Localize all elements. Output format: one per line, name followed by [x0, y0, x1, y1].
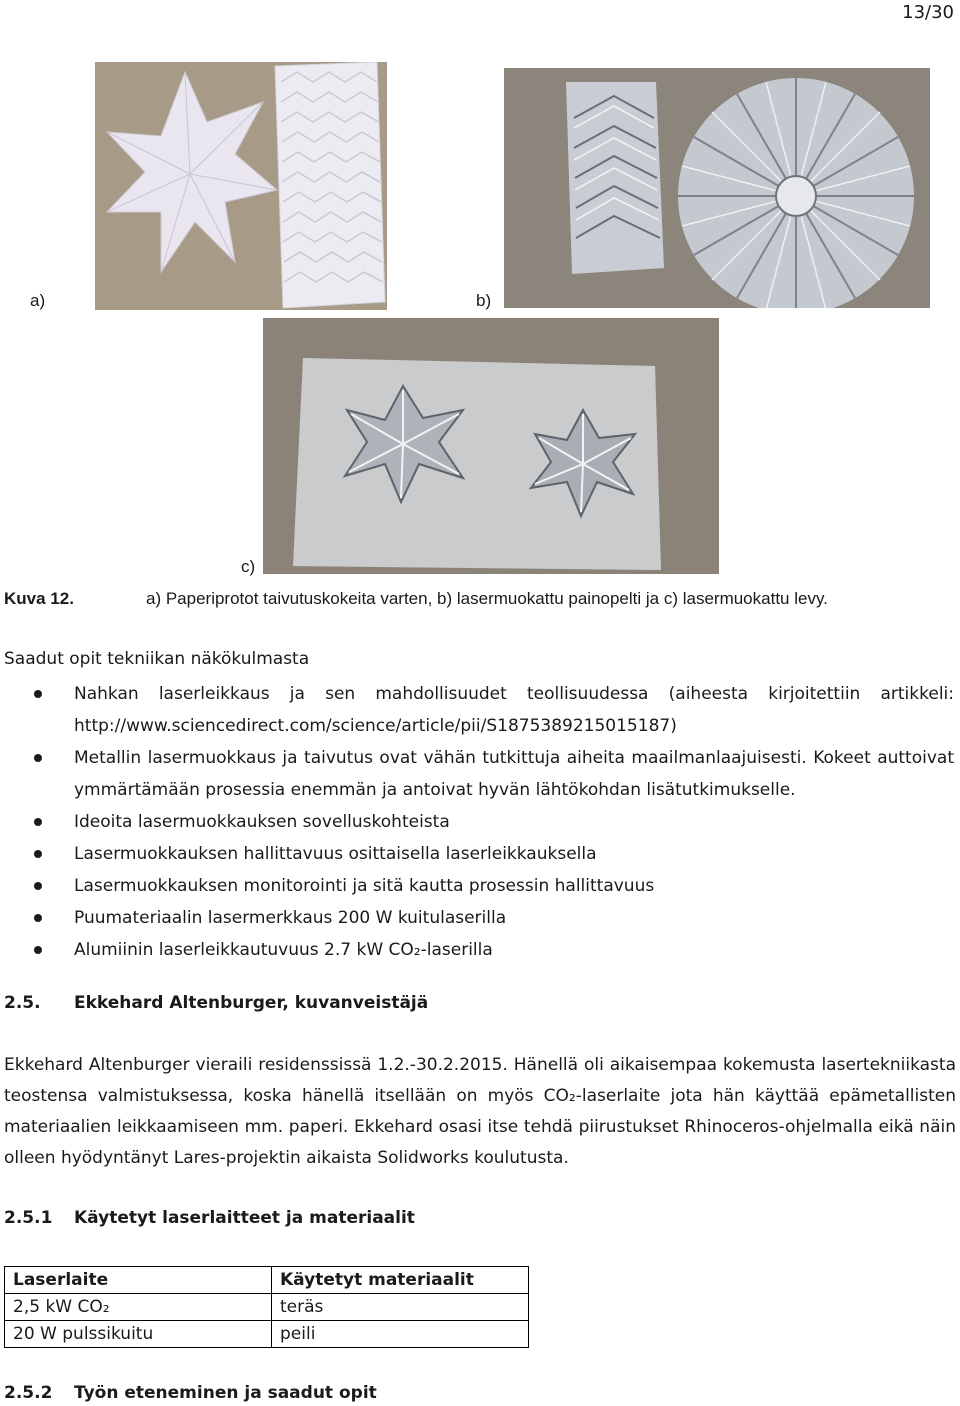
list-item: [0, 742, 960, 806]
figure-caption-number: Kuva 12.: [4, 589, 74, 608]
table-cell: peili: [272, 1321, 529, 1348]
table-cell: 20 W pulssikuitu: [5, 1321, 272, 1348]
list-item: [0, 934, 960, 966]
list-item: [0, 838, 960, 870]
section-2-5-2-number: 2.5.2: [4, 1383, 53, 1403]
table-header-row: [5, 1267, 529, 1294]
photo-printing-plate: [504, 68, 930, 308]
section-2-5-paragraph: Ekkehard Altenburger vieraili residenssissä 1.2.-30.2.2015. Hänellä oli aikaisempaa kokemusta lasertekniikasta teostensa valmistuksessa, koska hänellä itsellään on myös CO₂-laserlaite jota hän käyttää epämetallisten materiaalien leikkaamiseen mm. paperi. Ekkehard osasi itse tehdä piirustukset Rhinoceros-ohjelmalla eikä näin olleen hyödyntänyt Lares-projektin aikaista Solidworks koulutusta.: [4, 1055, 956, 1168]
bullet-icon: [34, 850, 42, 858]
figure-label-c: c): [241, 557, 256, 576]
list-item-text: Nahkan laserleikkaus ja sen mahdollisuudet teollisuudessa (aiheesta kirjoitettiin artikkeli: http://www.sciencedirect.com/science/article/pii/S1875389215015187): [74, 684, 954, 736]
laser-materials-table: [4, 1266, 529, 1348]
figure-label-b: b): [476, 291, 492, 310]
table-cell: 2,5 kW CO₂: [5, 1294, 272, 1321]
list-item-text: Alumiinin laserleikkautuvuus 2.7 kW CO₂-laserilla: [74, 940, 493, 960]
section-2-5-number: 2.5.: [4, 993, 41, 1013]
lessons-heading: Saadut opit tekniikan näkökulmasta: [4, 649, 310, 669]
bullet-icon: [34, 818, 42, 826]
section-2-5-2-title: Työn eteneminen ja saadut opit: [74, 1383, 377, 1403]
bullet-icon: [34, 914, 42, 922]
section-2-5-1-title: Käytetyt laserlaitteet ja materiaalit: [74, 1208, 415, 1228]
bullet-icon: [34, 882, 42, 890]
list-item-text: Lasermuokkauksen monitorointi ja sitä kautta prosessin hallittavuus: [74, 876, 655, 896]
lessons-list: [0, 678, 960, 966]
list-item-text: Puumateriaalin lasermerkkaus 200 W kuitulaserilla: [74, 908, 507, 928]
table-cell: teräs: [272, 1294, 529, 1321]
section-2-5-1-number: 2.5.1: [4, 1208, 53, 1228]
bullet-icon: [34, 690, 42, 698]
table-header-cell: Laserlaite: [5, 1267, 272, 1294]
list-item-text: Metallin lasermuokkaus ja taivutus ovat vähän tutkittuja aiheita maailmanlaajuisesti. Kokeet auttoivat ymmärtämään prosessia enemmän ja antoivat hyvän lähtökohdan lisätutkimukselle.: [74, 748, 954, 800]
photo-laser-formed-sheet: [263, 318, 719, 574]
list-item: [0, 806, 960, 838]
bullet-icon: [34, 754, 42, 762]
figure-label-a: a): [30, 291, 46, 310]
list-item: [0, 678, 960, 742]
bullet-icon: [34, 946, 42, 954]
page-number: 13/30: [902, 2, 954, 23]
table-header-cell: Käytetyt materiaalit: [272, 1267, 529, 1294]
photo-paper-prototypes: [95, 62, 387, 310]
figure-caption-text: a) Paperiprotot taivutuskokeita varten, b) lasermuokattu painopelti ja c) lasermuokattu levy.: [146, 589, 828, 608]
section-2-5-title: Ekkehard Altenburger, kuvanveistäjä: [74, 993, 429, 1013]
table-row: [5, 1294, 529, 1321]
table-row: [5, 1321, 529, 1348]
list-item-text: Ideoita lasermuokkauksen sovelluskohteista: [74, 812, 450, 832]
list-item-text: Lasermuokkauksen hallittavuus osittaisella laserleikkauksella: [74, 844, 597, 864]
list-item: [0, 870, 960, 902]
list-item: [0, 902, 960, 934]
